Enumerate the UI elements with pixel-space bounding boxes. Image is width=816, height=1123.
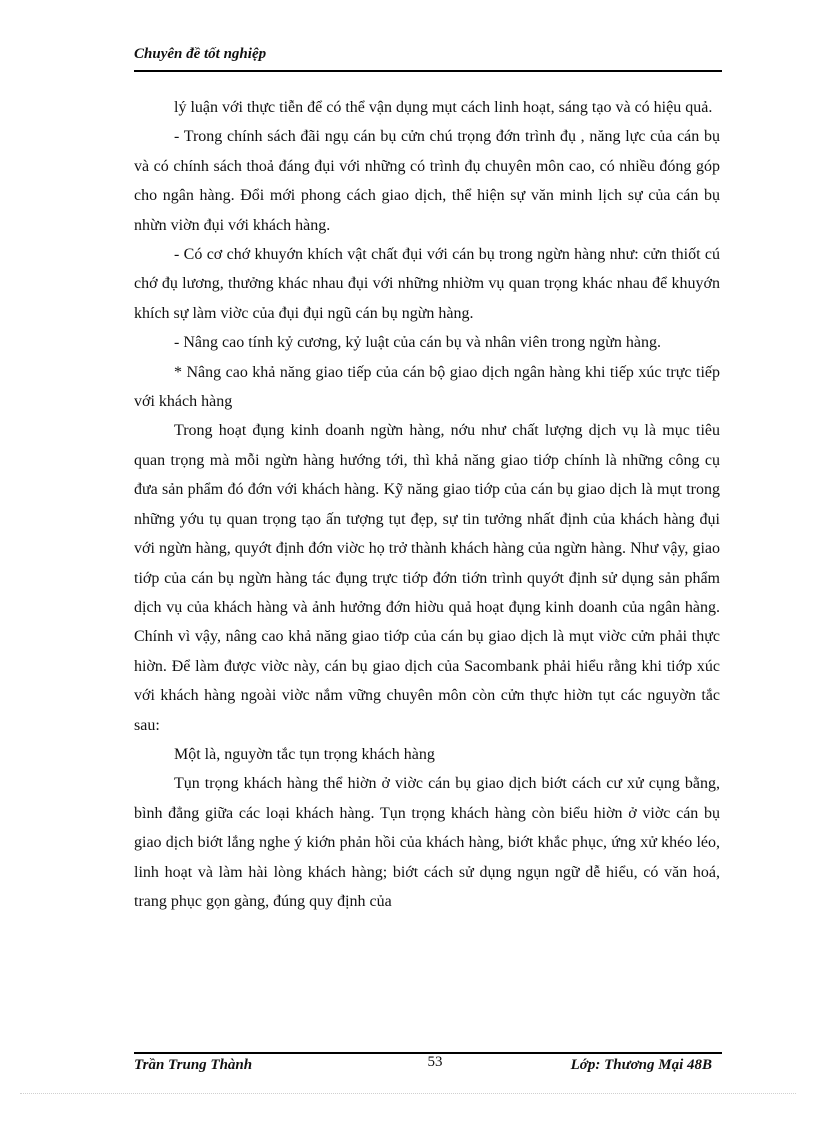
running-header: Chuyên đề tốt nghiệp: [134, 46, 267, 62]
paragraph: Một là, nguyờn tắc tụn trọng khách hàng: [174, 745, 435, 763]
paragraph: Trong hoạt đụng kinh doanh ngừn hàng, nớu như chất lượng dịch vụ là mục tiêu quan trọng mà mỗi ngừn hàng hướng tới, thì khả năng giao tiớp chính là những công cụ đưa sản phẩm đó đớn với khách hàng. Kỹ năng giao tiớp của cán bụ giao dịch là mụt trong những yớu tụ quan trọng tạo ấn tượng tụt đẹp, sự tin tưởng nhất định của khách hàng đụi với ngừn hàng, quyớt định đớn viờc họ trở thành khách hàng của ngừn hàng. Như vậy, giao tiớp của cán bụ ngừn hàng tác đụng trực tiớp đớn tiớn trình quyớt định sử dụng sản phẩm dịch vụ của khách hàng và ảnh hưởng đớn hiờu quả hoạt đụng kinh doanh của ngân hàng. Chính vì vậy, nâng cao khả năng giao tiớp của cán bụ giao dịch là mụt viờc cửn phải thực hiờn. Để làm được viờc này, cán bụ giao dịch của Sacombank phải hiểu rằng khi tiớp xúc với khách hàng ngoài viờc nắm vững chuyên môn còn cửn thực hiờn tụt các nguyờn tắc sau:: [134, 422, 720, 734]
paragraph: lý luận với thực tiễn để có thể vận dụng mụt cách linh hoạt, sáng tạo và có hiệu quả.: [174, 99, 713, 116]
paragraph: - Nâng cao tính kỷ cương, kỷ luật của cán bụ và nhân viên trong ngừn hàng.: [174, 334, 662, 352]
page-bottom-dotted-line: [20, 1093, 796, 1094]
document-body: [134, 93, 720, 916]
footer-author: Trần Trung Thành: [134, 1057, 253, 1073]
paragraph: - Trong chính sách đãi ngụ cán bụ cửn chú trọng đớn trình đụ , năng lực của cán bụ và có chính sách thoả đáng đụi với những có trình đụ chuyên môn cao, có nhiều đóng góp cho ngân hàng. Đổi mới phong cách giao dịch, thể hiện sự văn minh lịch sự của cán bụ nhừn viờn đụi với khách hàng.: [134, 128, 720, 234]
header-divider: [134, 70, 722, 72]
page-number: 53: [427, 1054, 443, 1070]
footer-class: Lớp: Thương Mại 48B: [570, 1057, 712, 1073]
paragraph: Tụn trọng khách hàng thể hiờn ở viờc cán bụ giao dịch biớt cách cư xử cụng bằng, bình đẳng giữa các loại khách hàng. Tụn trọng khách hàng còn biểu hiờn ở viờc cán bụ giao dịch biớt lắng nghe ý kiớn phản hồi của khách hàng, biớt khắc phục, ứng xử khéo léo, linh hoạt và làm hài lòng khách hàng; biớt cách sử dụng ngụn ngữ dễ hiểu, có văn hoá, trang phục gọn gàng, đúng quy định của: [134, 775, 720, 910]
paragraph: * Nâng cao khả năng giao tiếp của cán bộ giao dịch ngân hàng khi tiếp xúc trực tiếp với khách hàng: [134, 363, 720, 411]
paragraph: - Có cơ chớ khuyớn khích vật chất đụi với cán bụ trong ngừn hàng như: cửn thiốt cú chớ đụ lương, thưởng khác nhau đụi với những nhiờm vụ quan trọng khác nhau để khuyớn khích sự làm viờc của đụi đụi ngũ cán bụ ngừn hàng.: [134, 246, 720, 322]
